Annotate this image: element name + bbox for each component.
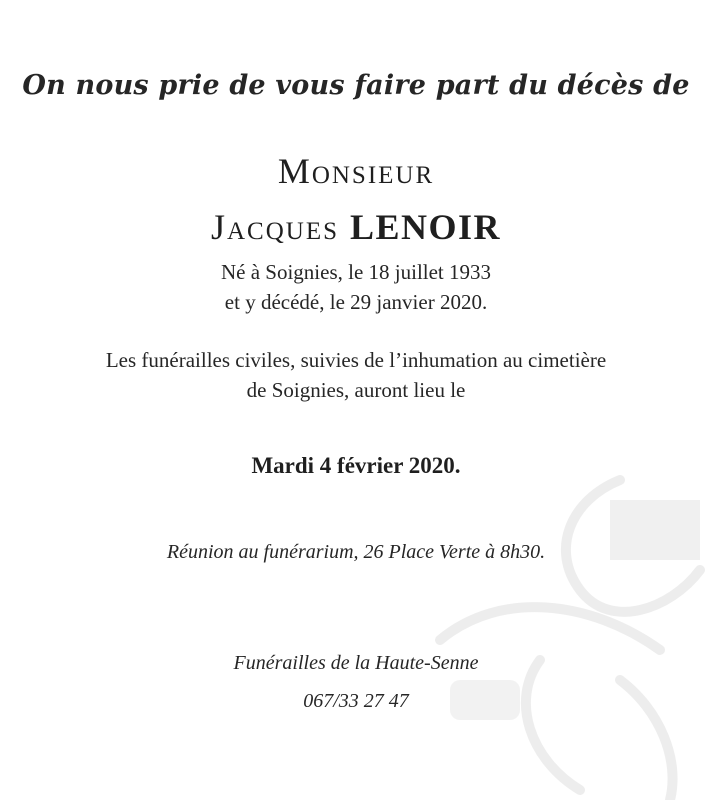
funeral-date: Mardi 4 février 2020.: [251, 453, 461, 478]
birth-info: Né à Soignies, le 18 juillet 1933: [220, 260, 492, 284]
deceased-first-name: Jacques: [210, 207, 339, 247]
background-watermark: [420, 440, 712, 800]
deceased-last-name: LENOIR: [350, 207, 502, 247]
deceased-name: [0, 206, 712, 248]
death-info: et y décédé, le 29 janvier 2020.: [224, 290, 488, 314]
funeral-announcement-line-2: de Soignies, auront lieu le: [246, 378, 466, 402]
deceased-title: Monsieur: [277, 151, 435, 191]
meeting-info: Réunion au funérarium, 26 Place Verte à 8h30.: [166, 541, 546, 563]
funeral-announcement-line-1: Les funérailles civiles, suivies de l’inhumation au cimetière: [105, 348, 607, 372]
funeral-home-name: Funérailles de la Haute-Senne: [233, 652, 479, 674]
announcement-intro: On nous prie de vous faire part du décès de: [22, 70, 690, 101]
funeral-home-phone: 067/33 27 47: [303, 690, 409, 712]
